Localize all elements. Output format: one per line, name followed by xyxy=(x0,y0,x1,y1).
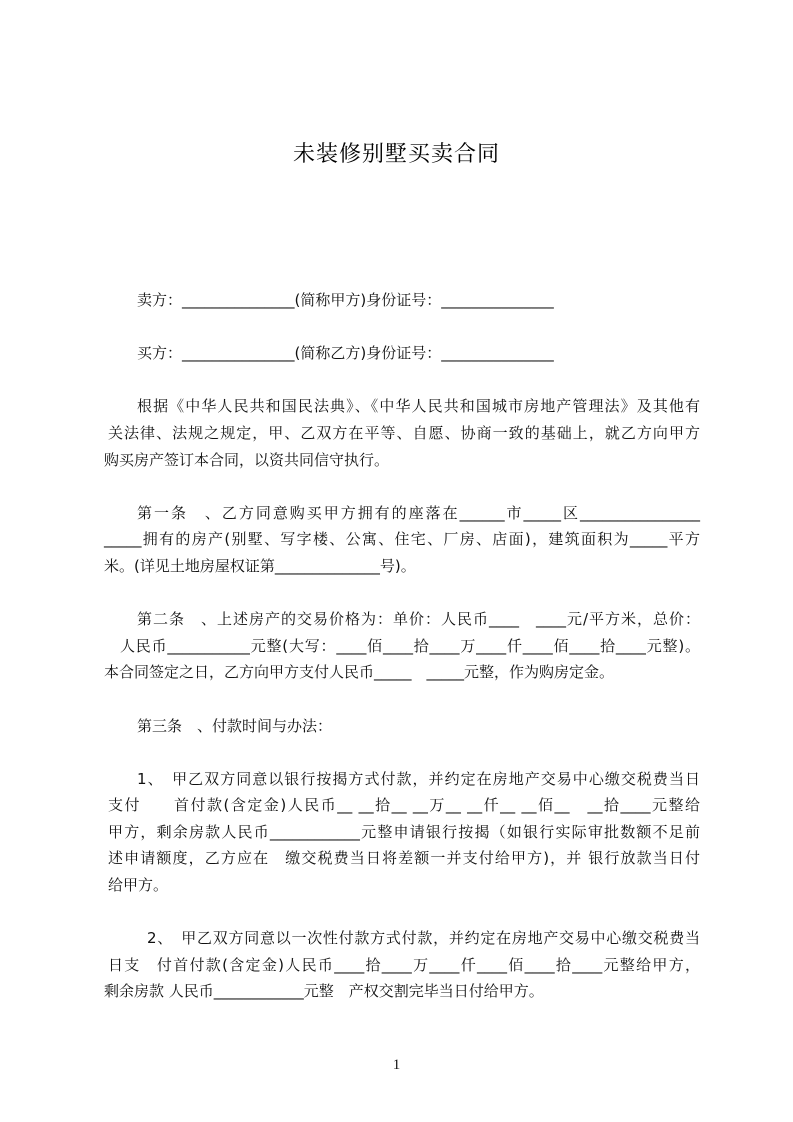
clause-2-line: 日支 付首付款(含定金)人民币____拾____万____仟____佰____拾____元整给甲方， xyxy=(108,955,700,974)
document-title: 未装修别墅买卖合同 xyxy=(292,142,500,167)
article-3-clause-2 xyxy=(104,925,700,1005)
clause-1-line: 甲方，剩余房款人民币____________元整申请银行按揭（如银行实际审批数额不足前 xyxy=(108,822,700,841)
article-3-clause-1 xyxy=(104,766,700,899)
clause-1-line: 给甲方。 xyxy=(108,876,169,895)
document-body xyxy=(104,287,700,1005)
article-2-line: 人民币___________元整(大写：____佰____拾____万____仟____佰____拾____元整)。 xyxy=(120,636,700,655)
article-2-paragraph xyxy=(104,606,700,686)
seller-paragraph xyxy=(104,287,700,314)
buyer-paragraph xyxy=(104,340,700,367)
preamble-line: 根据《中华人民共和国民法典》、《中华人民共和国城市房地产管理法》及其他有 xyxy=(137,397,700,416)
article-3-heading-paragraph xyxy=(104,713,700,740)
preamble-paragraph xyxy=(104,393,700,473)
article-1-line: _____拥有的房产(别墅、写字楼、公寓、住宅、厂房、店面)，建筑面积为_____平方 xyxy=(104,530,700,549)
article-2-line: 第二条 、上述房产的交易价格为：单价：人民币____ ____元/平方米，总价： xyxy=(137,610,700,629)
buyer-line: 买方：_______________(简称乙方)身份证号：_______________ xyxy=(137,344,554,363)
preamble-line: 购买房产签订本合同，以资共同信守执行。 xyxy=(104,450,390,469)
article-1-line: 米。(详见土地房屋权证第______________号)。 xyxy=(104,556,416,575)
clause-2-line: 2、 甲乙双方同意以一次性付款方式付款，并约定在房地产交易中心缴交税费当 xyxy=(147,929,700,948)
page-number: 1 xyxy=(392,1057,401,1073)
clause-1-line: 述申请额度，乙方应在 缴交税费当日将差额一并支付给甲方)，并 银行放款当日付 xyxy=(108,849,700,868)
clause-1-line: 1、 甲乙双方同意以银行按揭方式付款，并约定在房地产交易中心缴交税费当日 xyxy=(137,769,700,788)
article-1-line: 第一条 、乙方同意购买甲方拥有的座落在______市_____区________________ xyxy=(137,503,700,522)
clause-2-line: 剩余房款 人民币____________元整 产权交割完毕当日付给甲方。 xyxy=(104,982,544,1001)
seller-line: 卖方：_______________(简称甲方)身份证号：_______________ xyxy=(137,291,554,309)
article-3-heading: 第三条 、付款时间与办法： xyxy=(137,716,333,735)
preamble-line: 关法律、法规之规定，甲、乙双方在平等、自愿、协商一致的基础上，就乙方向甲方 xyxy=(108,423,700,442)
clause-1-line: 支付 首付款(含定金)人民币__ __拾__ __万__ __仟__ __佰__ __拾____元整给 xyxy=(108,796,700,815)
article-1-paragraph xyxy=(104,500,700,580)
article-2-line: 本合同签定之日，乙方向甲方支付人民币_____ _____元整，作为购房定金。 xyxy=(104,663,615,682)
